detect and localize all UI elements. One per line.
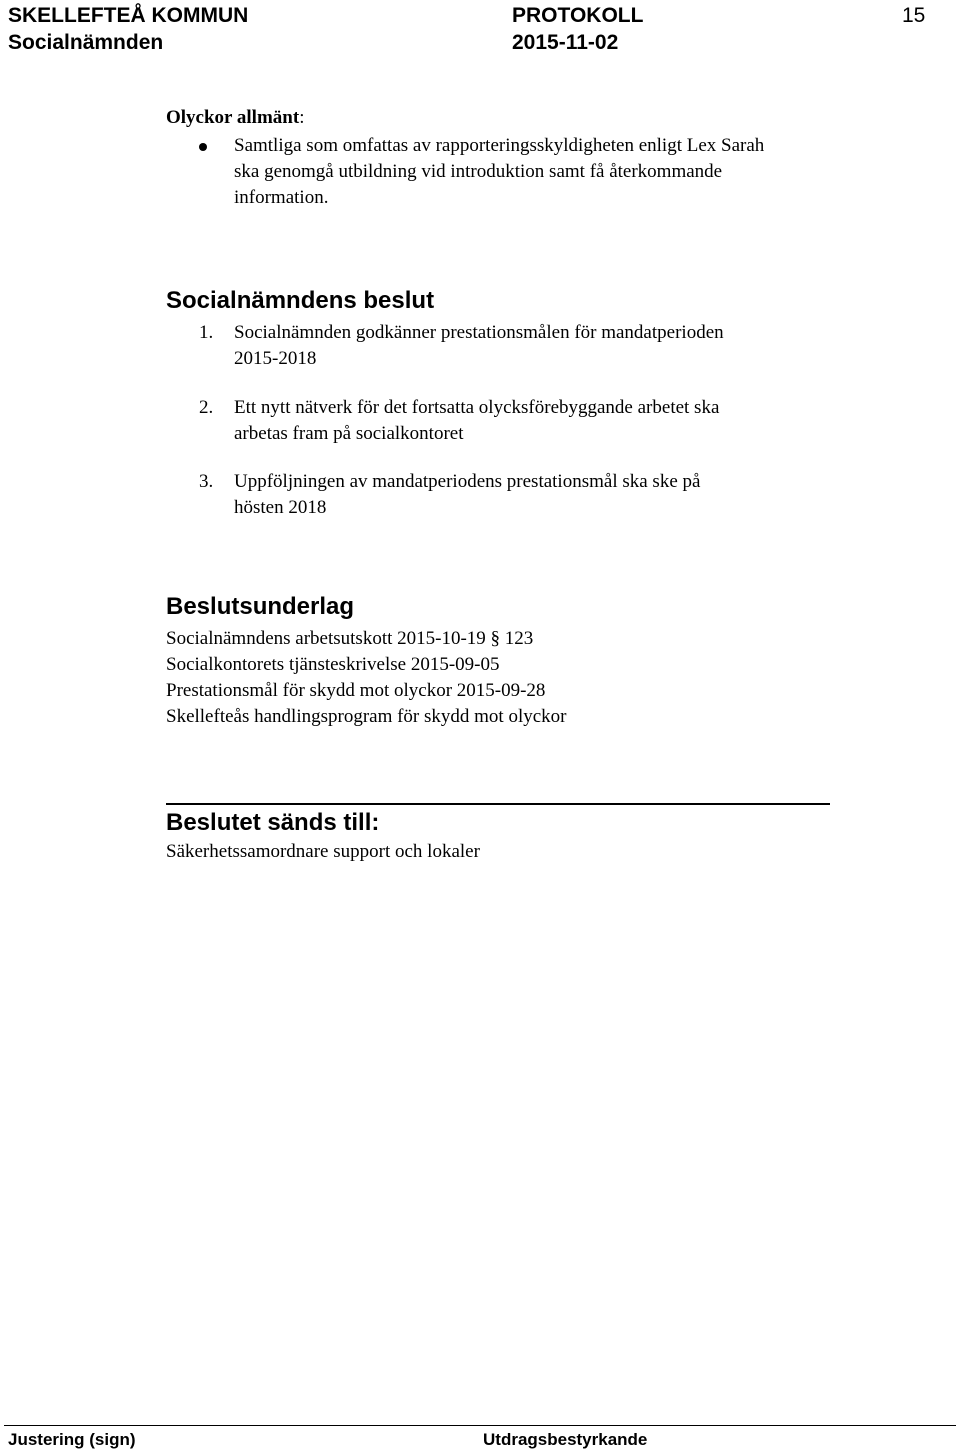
bullet-icon: [199, 143, 207, 151]
sands-heading: Beslutet sänds till:: [166, 809, 380, 836]
bullet-line: information.: [234, 187, 329, 208]
separator-line: [166, 803, 830, 805]
decision-number: 3.: [199, 471, 214, 492]
decision-text: Ett nytt nätverk för det fortsatta olycksförebyggande arbetet ska: [234, 397, 720, 418]
beslut-heading: Socialnämndens beslut: [166, 287, 435, 314]
org-name: SKELLEFTEÅ KOMMUN: [8, 4, 249, 27]
underlag-line: Socialnämndens arbetsutskott 2015-10-19 § 123: [166, 628, 534, 649]
olyckor-heading: Olyckor allmänt:: [166, 107, 305, 128]
justering-label: Justering (sign): [8, 1430, 136, 1449]
footer-rule: [4, 1425, 956, 1426]
underlag-line: Skellefteås handlingsprogram för skydd mot olyckor: [166, 706, 567, 727]
document-type: PROTOKOLL: [512, 4, 644, 27]
bullet-line: Samtliga som omfattas av rapporteringsskyldigheten enligt Lex Sarah: [234, 135, 765, 156]
utdrag-label: Utdragsbestyrkande: [483, 1430, 648, 1449]
committee-name: Socialnämnden: [8, 31, 164, 54]
decision-text: arbetas fram på socialkontoret: [234, 423, 464, 444]
decision-number: 1.: [199, 322, 214, 343]
underlag-line: Socialkontorets tjänsteskrivelse 2015-09-05: [166, 654, 500, 675]
decision-text: Uppföljningen av mandatperiodens prestationsmål ska ske på: [234, 471, 701, 492]
underlag-heading: Beslutsunderlag: [166, 593, 355, 620]
decision-text: Socialnämnden godkänner prestationsmålen för mandatperioden: [234, 322, 724, 343]
decision-text: hösten 2018: [234, 497, 327, 518]
recipient-text: Säkerhetssamordnare support och lokaler: [166, 841, 480, 862]
page-number: 15: [902, 4, 926, 27]
meeting-date: 2015-11-02: [512, 31, 619, 54]
decision-text: 2015-2018: [234, 348, 317, 369]
decision-number: 2.: [199, 397, 214, 418]
underlag-line: Prestationsmål för skydd mot olyckor 2015-09-28: [166, 680, 546, 701]
bullet-line: ska genomgå utbildning vid introduktion samt få återkommande: [234, 161, 723, 182]
